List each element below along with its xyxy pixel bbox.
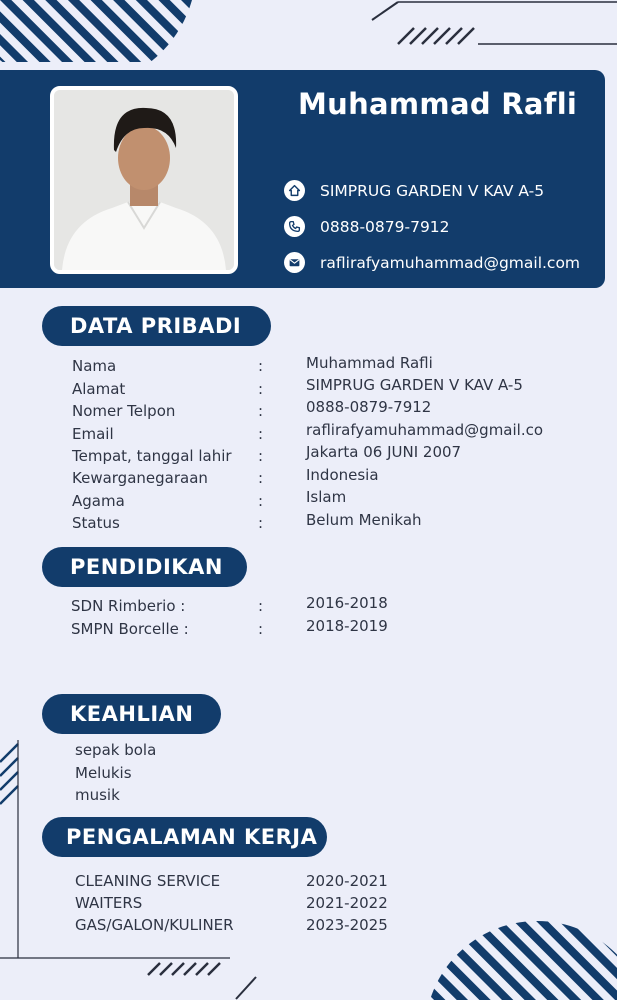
- field-colon: :: [258, 469, 264, 487]
- field-label-kewarganegaraan: Kewarganegaraan: [72, 469, 208, 487]
- field-value-ttl: Jakarta 06 JUNI 2007: [306, 443, 462, 461]
- field-label-status: Status: [72, 514, 120, 532]
- stripe-decoration-bottom-right: [417, 915, 617, 1000]
- field-colon: :: [258, 514, 264, 532]
- field-value-alamat: SIMPRUG GARDEN V KAV A-5: [306, 376, 523, 394]
- line-decoration-left: [0, 740, 30, 960]
- stripe-decoration-top-left: [0, 0, 200, 62]
- field-value-telpon: 0888-0879-7912: [306, 398, 432, 416]
- field-label-ttl: Tempat, tanggal lahir: [72, 447, 232, 465]
- contact-address-text: SIMPRUG GARDEN V KAV A-5: [320, 181, 545, 200]
- field-value-nama: Muhammad Rafli: [306, 354, 433, 372]
- field-label-telpon: Nomer Telpon: [72, 402, 176, 420]
- field-label-email: Email: [72, 425, 114, 443]
- contact-address: [284, 180, 544, 201]
- skill-item: Melukis: [75, 764, 132, 782]
- contact-email-text: raflirafyamuhammad@gmail.com: [320, 253, 581, 272]
- field-label-agama: Agama: [72, 492, 125, 510]
- field-value-agama: Islam: [306, 488, 347, 506]
- job-years: 2021-2022: [306, 894, 388, 912]
- field-colon: :: [258, 357, 264, 375]
- school-years: 2018-2019: [306, 617, 388, 635]
- section-title-pengalaman-kerja: PENGALAMAN KERJA: [42, 817, 327, 857]
- line-decoration-bottom: [0, 955, 260, 1000]
- profile-photo: [50, 86, 238, 274]
- school-years: 2016-2018: [306, 594, 388, 612]
- field-colon: :: [258, 597, 264, 615]
- field-colon: :: [258, 620, 264, 638]
- skill-item: musik: [75, 786, 120, 804]
- section-title-data-pribadi: DATA PRIBADI: [42, 306, 271, 346]
- field-colon: :: [258, 425, 264, 443]
- field-value-email: raflirafyamuhammad@gmail.co: [306, 421, 544, 439]
- header-name: Muhammad Rafli: [298, 87, 578, 121]
- home-icon: [284, 180, 305, 201]
- field-value-status: Belum Menikah: [306, 511, 422, 529]
- section-title-keahlian: KEAHLIAN: [42, 694, 221, 734]
- mail-icon: [284, 252, 305, 273]
- contact-phone-text: 0888-0879-7912: [320, 217, 450, 236]
- line-decoration-top-right: [370, 0, 617, 50]
- job-years: 2023-2025: [306, 916, 388, 934]
- job-years: 2020-2021: [306, 872, 388, 890]
- field-value-kewarganegaraan: Indonesia: [306, 466, 379, 484]
- contact-phone: [284, 216, 450, 237]
- phone-icon: [284, 216, 305, 237]
- skill-item: sepak bola: [75, 741, 157, 759]
- section-title-pendidikan: PENDIDIKAN: [42, 547, 247, 587]
- job-title: GAS/GALON/KULINER: [75, 916, 234, 934]
- school-name: SMPN Borcelle :: [71, 620, 189, 638]
- field-label-alamat: Alamat: [72, 380, 126, 398]
- field-label-nama: Nama: [72, 357, 117, 375]
- field-colon: :: [258, 492, 264, 510]
- field-colon: :: [258, 447, 264, 465]
- school-name: SDN Rimberio :: [71, 597, 186, 615]
- field-colon: :: [258, 402, 264, 420]
- job-title: WAITERS: [75, 894, 143, 912]
- job-title: CLEANING SERVICE: [75, 872, 221, 890]
- contact-email: [284, 252, 580, 273]
- field-colon: :: [258, 380, 264, 398]
